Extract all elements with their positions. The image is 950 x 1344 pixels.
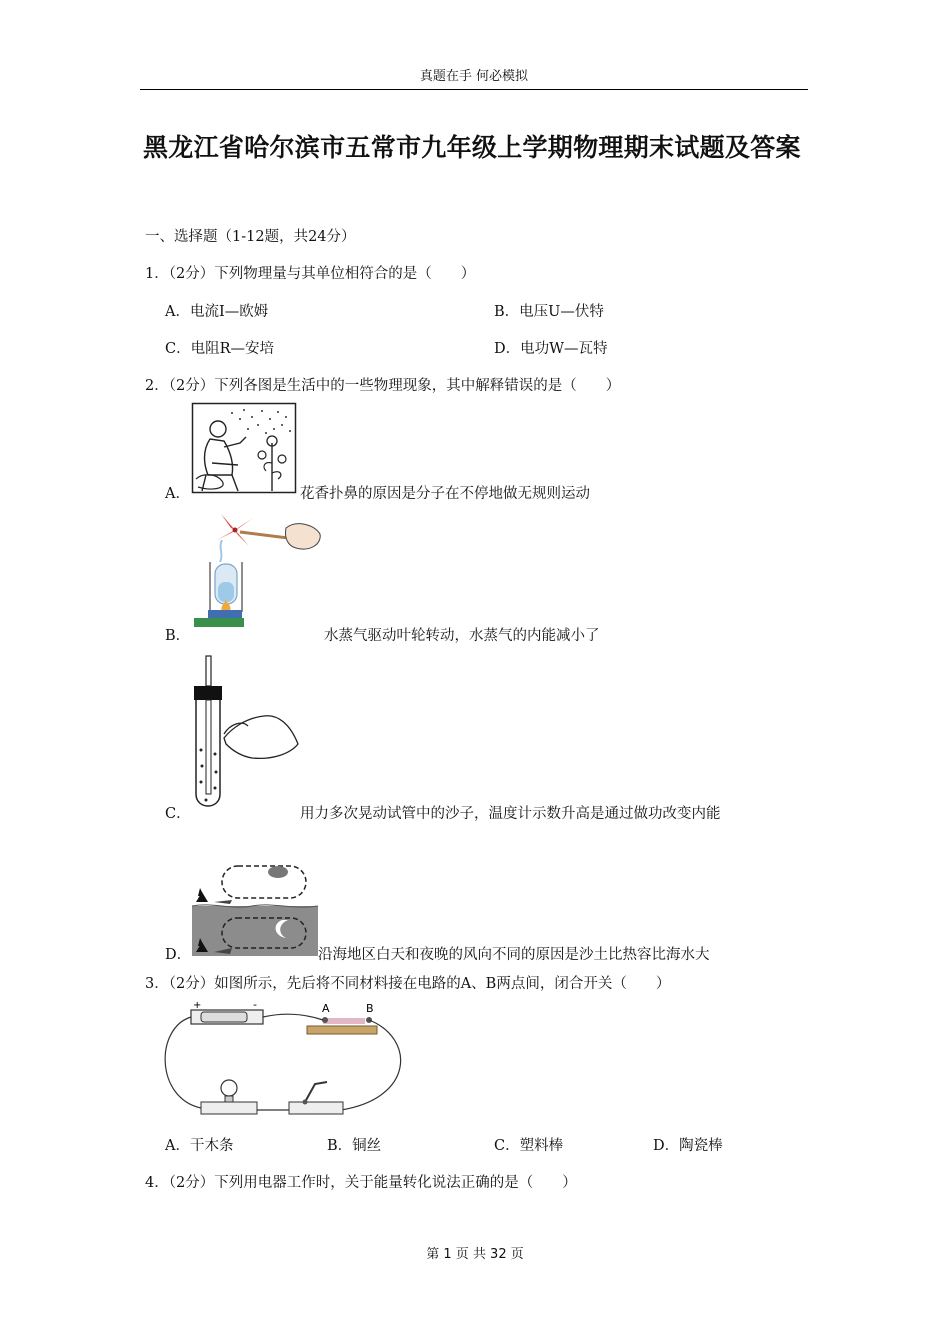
q1-option-b: B．电压U—伏特	[494, 304, 604, 320]
battery-plus-sign: +	[193, 1000, 202, 1011]
terminal-a-label: A	[322, 1002, 330, 1015]
q1-option-d: D．电功W—瓦特	[494, 341, 608, 357]
section-heading: 一、选择题（1-12题，共24分）	[145, 229, 356, 245]
page-header: 真题在手 何必模拟	[419, 69, 529, 84]
q2-option-c-label: C．	[165, 806, 191, 822]
q2-option-b-text: 水蒸气驱动叶轮转动，水蒸气的内能减小了	[324, 628, 600, 644]
q2-option-b-label: B．	[165, 628, 191, 644]
q2-stem: 2．（2分）下列各图是生活中的一些物理现象，其中解释错误的是（ ）	[145, 378, 621, 394]
q1-option-c: C．电阻R—安培	[165, 341, 275, 357]
q2-option-d-label: D．	[165, 947, 192, 963]
q1-stem: 1．（2分）下列物理量与其单位相符合的是（ ）	[145, 266, 476, 282]
q3-circuit-diagram	[165, 998, 405, 1122]
q2-option-a-text: 花香扑鼻的原因是分子在不停地做无规则运动	[300, 486, 590, 502]
q2-figure-c-test-tube	[186, 654, 300, 814]
document-title: 黑龙江省哈尔滨市五常市九年级上学期物理期末试题及答案	[143, 133, 801, 162]
q2-option-a-label: A．	[165, 486, 190, 502]
q2-option-d-text: 沿海地区白天和夜晚的风向不同的原因是沙土比热容比海水大	[318, 947, 710, 963]
q3-option-b: B．铜丝	[327, 1138, 382, 1154]
q3-option-a: A．干木条	[165, 1138, 234, 1154]
header-divider	[140, 89, 808, 90]
q2-figure-d-sea-breeze	[192, 858, 318, 956]
q2-option-c-text: 用力多次晃动试管中的沙子，温度计示数升高是通过做功改变内能	[300, 806, 721, 822]
q3-option-d: D．陶瓷棒	[653, 1138, 723, 1154]
terminal-b-label: B	[366, 1002, 374, 1015]
battery-minus-sign: -	[253, 998, 257, 1011]
q1-option-a: A．电流I—欧姆	[165, 304, 269, 320]
q2-figure-a-flower-scene	[192, 403, 296, 493]
q4-stem: 4．（2分）下列用电器工作时，关于能量转化说法正确的是（ ）	[145, 1175, 577, 1191]
q2-figure-b-steam-pinwheel	[192, 508, 322, 638]
page-footer: 第 1 页 共 32 页	[426, 1247, 524, 1262]
q3-stem: 3．（2分）如图所示，先后将不同材料接在电路的A、B两点间，闭合开关（ ）	[145, 976, 671, 992]
q3-option-c: C．塑料棒	[494, 1138, 564, 1154]
